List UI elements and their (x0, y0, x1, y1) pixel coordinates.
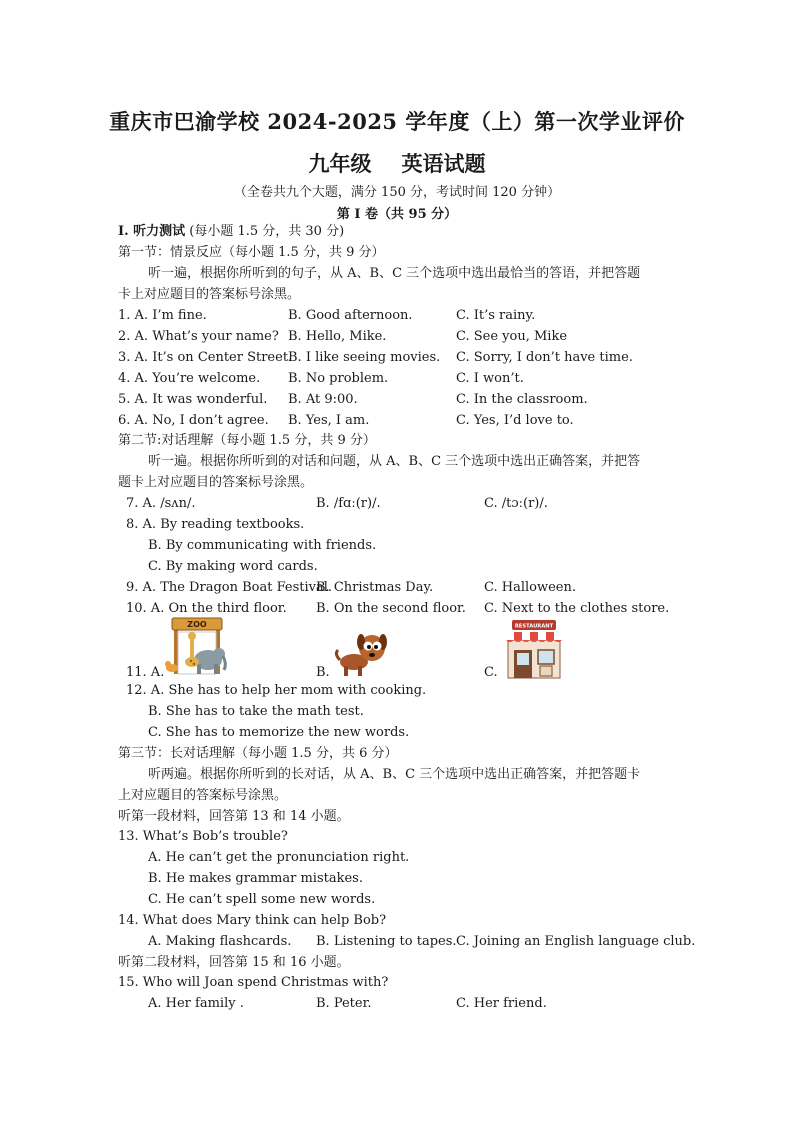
subject-label: 英语试题 (401, 151, 486, 176)
zoo-sign-text: ZOO (187, 620, 207, 629)
subsection-1-instruction-1: 听一遍，根据你所听到的句子，从 A、B、C 三个选项中选出最恰当的答语，并把答题 (148, 266, 641, 281)
q15-question: 15. Who will Joan spend Christmas with? (118, 975, 389, 990)
q5-option-c: C. In the classroom. (456, 392, 588, 407)
q9-option-c: C. Halloween. (484, 580, 576, 595)
q15-option-c: C. Her friend. (456, 996, 547, 1011)
q5-option-a: 5. A. It was wonderful. (118, 392, 268, 407)
q11-option-c-label: C. (484, 665, 498, 680)
exam-title: 重庆市巴渝学校 2024-2025 学年度（上）第一次学业评价 (109, 109, 685, 134)
grade-label: 九年级 (308, 151, 372, 176)
q4-option-c: C. I won’t. (456, 371, 524, 386)
q5-option-b: B. At 9:00. (288, 392, 358, 407)
subsection-1-instruction-2: 卡上对应题目的答案标号涂黑。 (118, 287, 301, 302)
q15-option-b: B. Peter. (316, 996, 372, 1011)
q10-option-a: 10. A. On the third floor. (126, 601, 287, 616)
dog-icon (332, 630, 388, 678)
q7-option-c: C. /tɔː(r)/. (484, 496, 548, 511)
q4-option-b: B. No problem. (288, 371, 389, 386)
zoo-picture (164, 616, 230, 676)
q7-option-b: B. /fɑː(r)/. (316, 496, 381, 511)
q15-option-a: A. Her family . (148, 996, 244, 1011)
q2-option-b: B. Hello, Mike. (288, 329, 387, 344)
q10-option-b: B. On the second floor. (316, 601, 466, 616)
restaurant-sign-text: RESTAURANT (514, 623, 554, 630)
material-2-note: 听第二段材料，回答第 15 和 16 小题。 (118, 955, 350, 970)
q13-option-c: C. He can’t spell some new words. (148, 892, 376, 907)
q1-option-b: B. Good afternoon. (288, 308, 413, 323)
q12-option-c: C. She has to memorize the new words. (148, 725, 410, 740)
q1-option-c: C. It’s rainy. (456, 308, 536, 323)
subsection-1-heading: 第一节：情景反应（每小题 1.5 分，共 9 分） (118, 245, 385, 260)
q8-option-c: C. By making word cards. (148, 559, 318, 574)
q8-option-b: B. By communicating with friends. (148, 538, 377, 553)
q13-question: 13. What’s Bob’s trouble? (118, 829, 288, 844)
q14-option-a: A. Making flashcards. (148, 934, 292, 949)
subsection-2-instruction-2: 题卡上对应题目的答案标号涂黑。 (118, 475, 314, 490)
q6-option-a: 6. A. No, I don’t agree. (118, 413, 269, 428)
q12-option-a: 12. A. She has to help her mom with cooking. (126, 683, 427, 698)
material-1-note: 听第一段材料，回答第 13 和 14 小题。 (118, 809, 350, 824)
q7-option-a: 7. A. /sʌn/. (126, 496, 196, 511)
section-heading-rest: (每小题 1.5 分，共 30 分) (185, 224, 345, 239)
q10-option-c: C. Next to the clothes store. (484, 601, 670, 616)
q2-option-a: 2. A. What’s your name? (118, 329, 279, 344)
q13-option-b: B. He makes grammar mistakes. (148, 871, 363, 886)
q14-option-b: B. Listening to tapes. (316, 934, 457, 949)
q3-option-a: 3. A. It’s on Center Street. (118, 350, 293, 365)
q9-option-b: B. Christmas Day. (316, 580, 434, 595)
subsection-3-instruction-2: 上对应题目的答案标号涂黑。 (118, 788, 288, 803)
subsection-3-instruction-1: 听两遍。根据你所听到的长对话，从 A、B、C 三个选项中选出正确答案，并把答题卡 (148, 767, 641, 782)
subsection-2-instruction-1: 听一遍。根据你所听到的对话和问题，从 A、B、C 三个选项中选出正确答案，并把答 (148, 454, 641, 469)
q14-question: 14. What does Mary think can help Bob? (118, 913, 387, 928)
q2-option-c: C. See you, Mike (456, 329, 568, 344)
q3-option-c: C. Sorry, I don’t have time. (456, 350, 633, 365)
exam-info: （全卷共九个大题，满分 150 分，考试时间 120 分钟） (233, 185, 561, 200)
section-heading-bold: I. 听力测试 (118, 224, 186, 239)
q14-option-c: C. Joining an English language club. (456, 934, 696, 949)
subsection-3-heading: 第三节：长对话理解（每小题 1.5 分，共 6 分） (118, 746, 398, 761)
q11-option-b-label: B. (316, 665, 330, 680)
restaurant-icon (502, 618, 566, 680)
q4-option-a: 4. A. You’re welcome. (118, 371, 261, 386)
q1-option-a: 1. A. I’m fine. (118, 308, 207, 323)
dog-picture (332, 630, 388, 678)
restaurant-picture (502, 618, 566, 680)
q3-option-b: B. I like seeing movies. (288, 350, 441, 365)
section-heading (118, 224, 344, 240)
q8-option-a: 8. A. By reading textbooks. (126, 517, 305, 532)
subsection-2-heading: 第二节:对话理解（每小题 1.5 分，共 9 分） (118, 433, 376, 448)
part-heading: 第 I 卷（共 95 分） (336, 207, 458, 222)
exam-subtitle (0, 148, 794, 178)
q9-option-a: 9. A. The Dragon Boat Festival. (126, 580, 333, 595)
q6-option-c: C. Yes, I’d love to. (456, 413, 574, 428)
q13-option-a: A. He can’t get the pronunciation right. (148, 850, 410, 865)
q12-option-b: B. She has to take the math test. (148, 704, 364, 719)
q6-option-b: B. Yes, I am. (288, 413, 370, 428)
q11-option-a-label: 11. A. (126, 665, 165, 680)
zoo-icon (164, 616, 230, 676)
